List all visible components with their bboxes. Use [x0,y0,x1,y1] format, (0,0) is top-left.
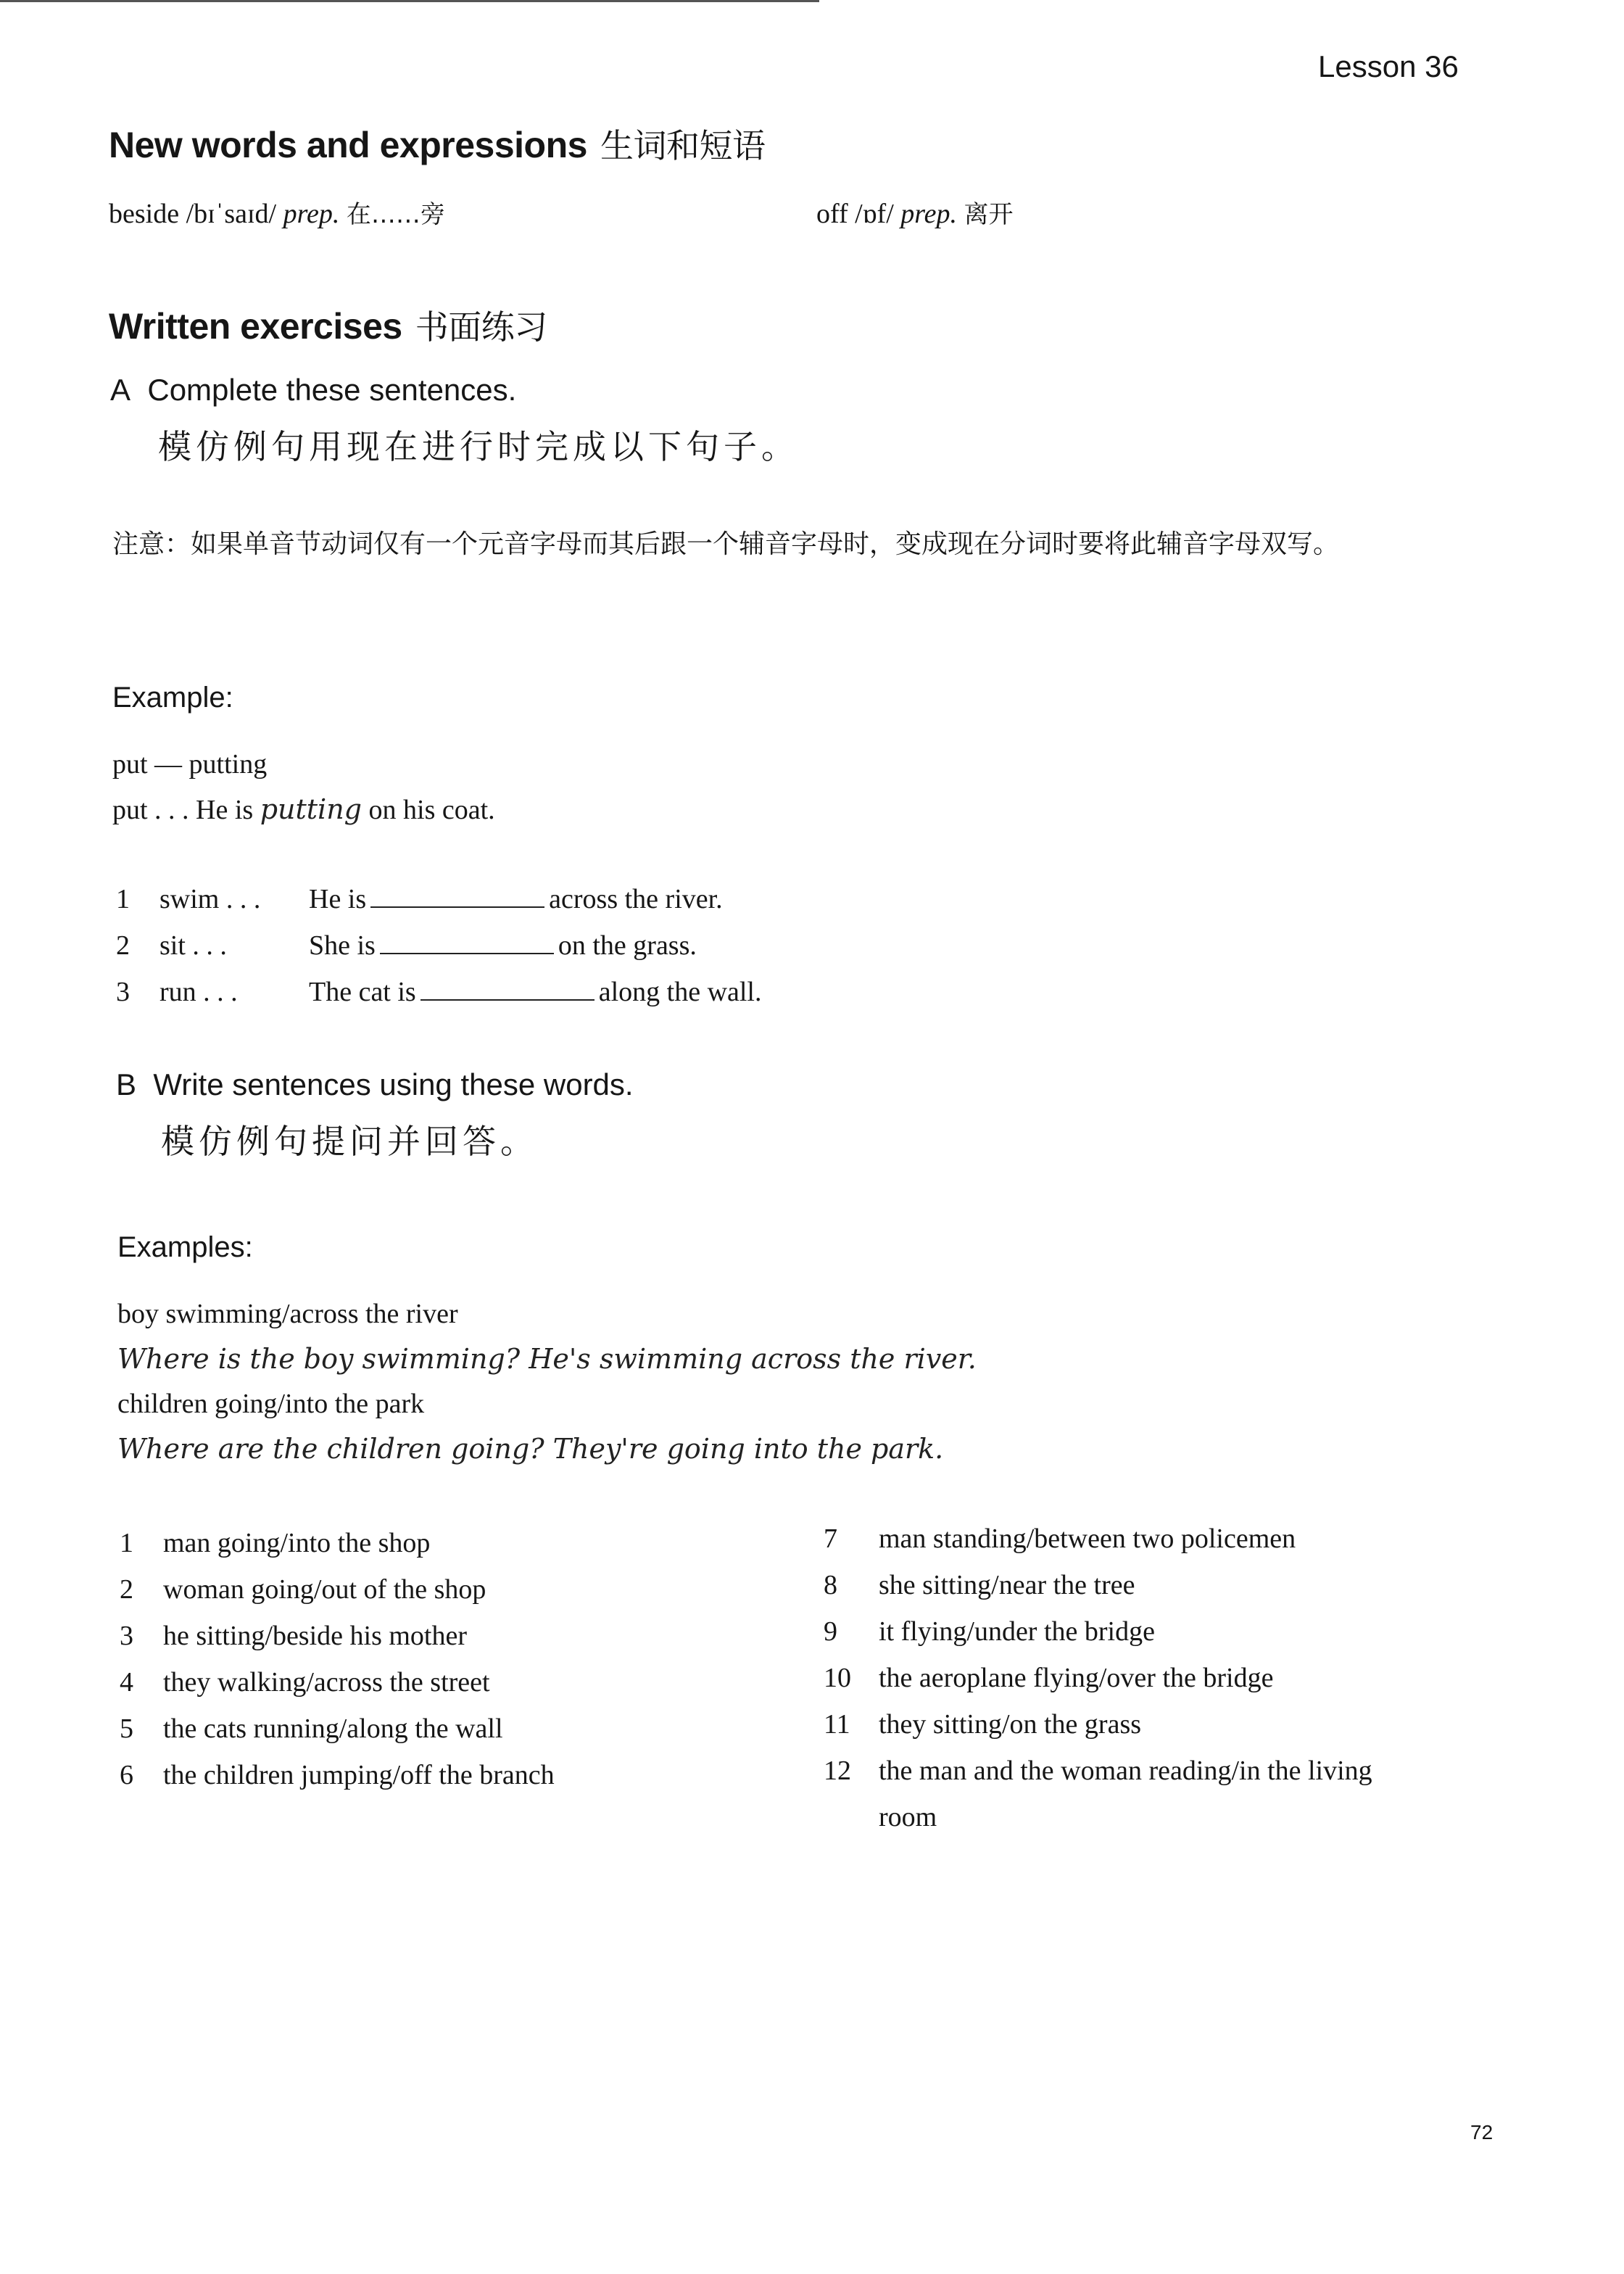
item-before: The cat is [309,977,416,1007]
section-b-item [120,1574,486,1605]
section-a-item [116,930,697,962]
item-number: 5 [120,1713,133,1744]
item-before: She is [309,930,376,961]
item-number: 7 [824,1523,837,1554]
section-b-item [120,1666,490,1698]
written-exercises-heading [109,301,547,349]
section-a-note: 注意：如果单音节动词仅有一个元音字母而其后跟一个辅音字母时，变成现在分词时要将此辅音字母双写。 [112,529,1340,559]
top-rule [0,0,819,2]
vocab-pos: prep. [900,199,958,229]
item-number: 9 [824,1616,837,1647]
vocab-word: off [816,199,848,229]
item-text: they sitting/on the grass [879,1709,1142,1740]
section-b-item [824,1662,1273,1694]
section-b-item [824,1523,1296,1555]
new-words-heading [109,120,765,168]
section-a-example-label: Example: [112,682,233,714]
section-b-example-prompt: children going/into the park [117,1389,425,1419]
item-after: along the wall. [598,977,762,1007]
vocab-pos: prep. [283,199,340,229]
section-b-item [120,1527,430,1559]
section-a-item [116,883,723,915]
item-text: man standing/between two policemen [879,1523,1296,1554]
item-text: the cats running/along the wall [163,1713,503,1744]
item-text: it flying/under the bridge [879,1616,1155,1647]
item-number: 6 [120,1760,133,1790]
item-after: across the river. [549,884,723,914]
item-text: the man and the woman reading/in the living [879,1756,1372,1786]
item-number: 2 [120,1574,133,1605]
item-text: woman going/out of the shop [163,1574,486,1605]
section-b-item [120,1713,503,1745]
section-b-item [120,1759,555,1791]
new-words-title-cn: 生词和短语 [600,126,766,165]
vocab-phonetic: /bɪˈsaɪd/ [186,199,277,229]
section-a-instruction [110,373,516,408]
answer-blank[interactable] [420,977,594,1001]
section-b-item [824,1569,1135,1601]
written-exercises-title-cn: 书面练习 [415,307,547,347]
section-b-instruction-text: Write sentences using these words. [153,1067,634,1101]
vocab-meaning: 离开 [964,200,1014,229]
section-a-item [116,976,762,1008]
section-a-instruction-text: Complete these sentences. [147,373,517,407]
lesson-label: Lesson 36 [1318,49,1459,83]
vocab-item-beside [109,194,445,230]
new-words-title: New words and expressions [109,125,587,165]
section-b-letter: B [116,1067,137,1101]
item-text: the children jumping/off the branch [163,1760,555,1790]
written-exercises-title: Written exercises [109,306,402,347]
example-handwritten-answer: putting [260,793,362,825]
item-cue: run . . . [160,977,238,1007]
item-after: on the grass. [558,930,697,961]
section-b-example-answer: Where are the children going? They're going into the park. [117,1433,944,1465]
item-number: 8 [824,1570,837,1600]
item-number: 1 [116,884,130,914]
section-a-instruction-cn: 模仿例句用现在进行时完成以下句子。 [158,427,799,466]
section-b-item12-continuation: room [879,1802,937,1832]
example-prefix: put . . . He is [112,795,254,825]
item-text: he sitting/beside his mother [163,1621,468,1651]
section-b-item [120,1620,467,1652]
answer-blank[interactable] [380,931,554,954]
item-text: she sitting/near the tree [879,1570,1135,1600]
section-a-example-line2 [112,793,495,826]
item-number: 3 [120,1621,133,1651]
section-b-item [824,1708,1141,1740]
example-suffix: on his coat. [368,795,495,825]
vocab-meaning: 在……旁 [346,200,445,229]
section-b-example-prompt: boy swimming/across the river [117,1299,458,1329]
section-b-item [824,1616,1155,1647]
item-text: the aeroplane flying/over the bridge [879,1663,1274,1693]
page-number: 72 [1470,2121,1494,2143]
section-b-instruction-cn: 模仿例句提问并回答。 [161,1122,538,1161]
item-number: 2 [116,930,130,961]
item-number: 1 [120,1528,133,1558]
vocab-item-off [816,194,1014,230]
item-before: He is [309,884,367,914]
vocab-word: beside [109,199,180,229]
item-number: 11 [824,1709,850,1740]
section-b-example-answer: Where is the boy swimming? He's swimming across the river. [117,1343,977,1375]
item-number: 3 [116,977,130,1007]
item-number: 12 [824,1756,851,1786]
section-a-example-line1: put — putting [112,749,268,780]
section-b-item [824,1755,1372,1787]
answer-blank[interactable] [370,885,544,908]
section-a-letter: A [110,373,131,407]
section-b-instruction [116,1067,634,1102]
section-b-example-label: Examples: [117,1231,253,1263]
item-cue: sit . . . [160,930,227,961]
item-text: man going/into the shop [163,1528,431,1558]
vocab-phonetic: /ɒf/ [855,199,894,229]
item-number: 4 [120,1667,133,1698]
item-text: they walking/across the street [163,1667,490,1698]
item-cue: swim . . . [160,884,261,914]
item-number: 10 [824,1663,851,1693]
